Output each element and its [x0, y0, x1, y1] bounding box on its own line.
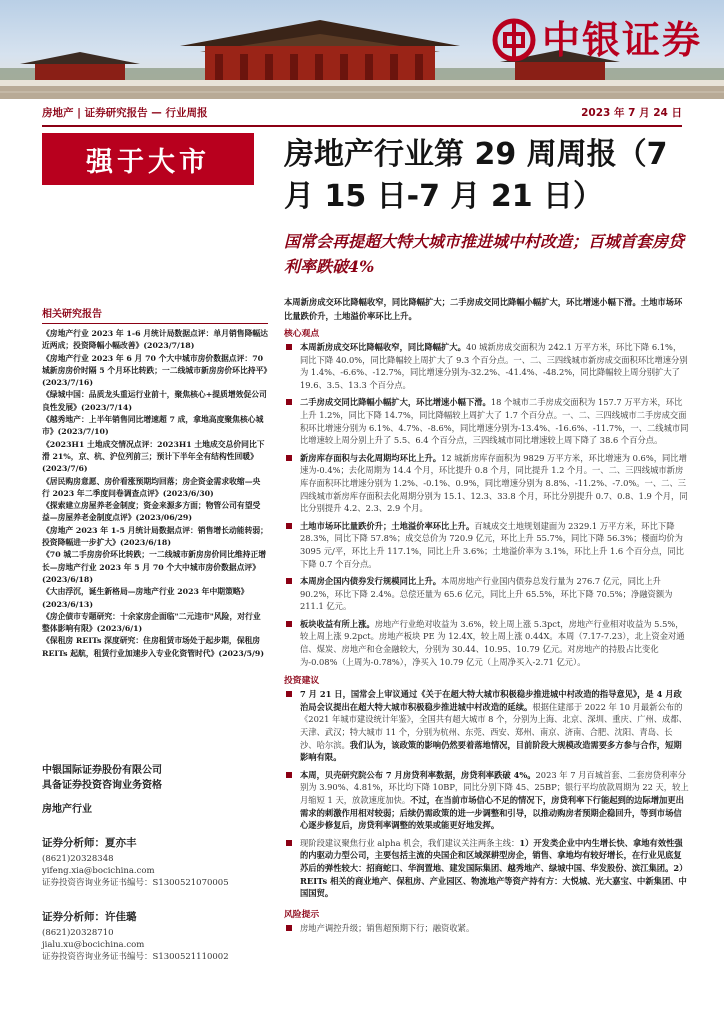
analyst-email[interactable]: yifeng.xia@bocichina.com [42, 866, 155, 876]
bullet-text: 本周房地产行业国内债券总发行量为 276.7 亿元，同比上升 90.2%，环比下降 2.4%。总偿还量为 65.6 亿元，同比上升 65.5%，环比下降 70.5%；净融资额为 211.1 亿元。 [300, 576, 673, 612]
related-report-item[interactable]: 《房地产行业 2023 年 1-6 月统计局数据点评：单月销售降幅达近两成；投资降幅小幅改善》(2023/7/18) [42, 329, 268, 351]
bullet-square-icon [286, 621, 292, 627]
bullet-square-icon [286, 578, 292, 584]
related-report-item[interactable]: 《绿城中国：品质龙头重运行业前十，聚焦核心+提质增效促公司良性发展》(2023/7/14) [42, 390, 267, 412]
bullet-text: 18 个城市二手房成交面积为 157.7 万平方米，环比上升 1.2%，同比下降 14.7%，同比降幅较上周扩大了 1.7 个百分点。一、二、三四线城市二手房成交面积环比增速分别为 6.1%、4.7%、-8.6%，同比增速分别为-13.4%、-16.6%、-11.7%，一、二线城市同比增速较上周分别上升了 5.5、6.4 个百分点，三四线城市同比增速较上周下降了 38.6 个百分点。 [300, 397, 689, 446]
related-report-item[interactable]: 《70 城二手房房价环比转跌；一二线城市新房房价同比维持正增长—房地产行业 2023 年 5 月 70 个大中城市房价数据点评》(2023/6/18) [42, 550, 267, 584]
industry-label: 房地产行业 [42, 804, 92, 815]
header-banner [0, 0, 724, 99]
report-date: 2023 年 7 月 24 日 [581, 106, 682, 119]
report-title: 房地产行业第 29 周周报（7 月 15 日-7 月 21 日） [284, 137, 668, 214]
report-subtitle: 国常会再提超大特大城市推进城中村改造；百城首套房贷利率跌破4% [284, 232, 685, 276]
category-bar [42, 99, 682, 127]
bullet-bold-text: 1）开发类企业中内生增长快、拿地有效性强的内驱动力型公司，主要包括主流的央国企和区域深耕型房企，销售、拿地均有较好增长，在行业见底复苏后的弹性较大：招商蛇口、华润置地、建发国际集团、越秀地产、绿城中国、华发股份、滨江集团。2）REITs 相关的商业地产、保租房、产业园区、物流地产等资产持有方：大悦城、光大嘉宝、中新集团、中国国贸。 [300, 837, 688, 899]
analyst-name: 证券分析师：夏亦丰 [42, 837, 137, 849]
boc-logo-icon [492, 18, 536, 62]
bullet-bold-text: 本周新房成交环比降幅收窄，同比降幅扩大。 [300, 342, 466, 352]
bullet-bold-text: 7 月 21 日，国常会上审议通过《关于在超大特大城市积极稳步推进城中村改造的指导意见》，是 4 月政治局会议提出在超大特大城市积极稳步推进城中村改造的延续。 [300, 689, 682, 712]
related-report-item[interactable]: 《房地产 2023 年 1-5 月统计局数据点评：销售增长动能转弱；投资降幅进一步扩大》(2023/6/18) [42, 525, 268, 548]
bullet-bold-text: 土地市场环比量跌价升；土地溢价率环比上升。 [300, 520, 475, 531]
related-report-item[interactable]: 《保租房 REITs 深度研究：住房租赁市场处于起步期，保租房 REITs 起航，租赁行业加速步入专业化资管时代》(2023/5/9) [42, 636, 265, 658]
core-views-heading: 核心观点 [284, 329, 320, 339]
company-qualification: 具备证券投资咨询业务资格 [42, 780, 162, 791]
analyst-phone: (8621)20328710 [42, 928, 114, 938]
left-sidebar [42, 305, 268, 660]
bullet-text: 2023 年 7 月百城首套、二套房贷利率分别为 3.90%、4.81%，环比均下降 10BP，同比分别下降 45、25BP；银行平均放款周期为 22 天，较上月缩短 1 天，放款速度加快。 [300, 769, 689, 805]
bullet-bold-text: 新房库存面积与去化周期均环比上升。 [300, 452, 442, 463]
investment-advice-list [284, 688, 689, 900]
brand-logo [492, 18, 702, 62]
bullet-text: 40 城新房成交面积为 242.1 万平方米，环比下降 6.1%，同比下降 40.0%，同比降幅较上周扩大了 9.3 个百分点。一、二、三四线城市新房成交面积环比增速分别为 1.4%、-6.6%、-12.7%，同比增速分别为-32.2%、-41.4%、-48.2%，同比降幅较上周分别扩大了 19.6、3.5、13.3 个百分点。 [300, 342, 688, 390]
lead-summary: 本周新房成交环比降幅收窄，同比降幅扩大；二手房成交同比降幅小幅扩大，环比增速小幅下滑。土地市场环比量跌价升，土地溢价率环比上升。 [284, 297, 683, 321]
core-view-item [284, 520, 689, 570]
bullet-bold-text: 我们认为，该政策的影响仍然要着落地情况，目前阶段大规模改造需要多方参与合作，短期影响有限。 [300, 739, 682, 763]
related-reports-list [42, 328, 268, 660]
bullet-text: 百城成交土地规划建面为 2329.1 万平方米，环比下降 28.3%，同比下降 57.8%；成交总价为 720.9 亿元，环比上升 55.7%，同比下降 56.3%；楼面均价为 3095 元/平，环比上升 117.1%，同比上升 3.6%；土地溢价率为 3.1%，环比上升 1.6 个百分点，同比下降 0.7 个百分点。 [300, 520, 684, 569]
related-report-item[interactable]: 《越秀地产：上半年销售同比增速超 7 成，拿地高度聚焦核心城市》(2023/7/10) [42, 415, 264, 437]
core-views-list [284, 341, 689, 668]
bullet-square-icon [286, 772, 292, 778]
bullet-square-icon [286, 691, 292, 697]
related-report-item[interactable]: 《房地产行业 2023 年 6 月 70 个大中城市房价数据点评：70 城新房房价时隔 5 个月环比转跌；一二线城市新房房价环比持平》(2023/7/16) [42, 353, 268, 388]
rating-badge: 强于大市 [42, 133, 254, 185]
core-view-item [284, 396, 689, 446]
core-view-item [284, 452, 689, 515]
bullet-square-icon [286, 344, 292, 350]
core-view-item [284, 575, 689, 613]
bullet-text: 房地产行业绝对收益为 3.6%，较上周上涨 5.3pct，房地产行业相对收益为 5.5%，较上周上涨 9.2pct。房地产板块 PE 为 12.4X，较上周上涨 0.44X。本周（7.17-7.23），北上资金对通信、煤炭、房地产和仓金融较大，分别为 30.44、10.95、10.79 亿元。对房地产的持股占比变化为-0.08%（上周为-0.78%），净买入 10.79 亿元（上周净买入-2.71 亿元）。 [300, 618, 685, 667]
related-report-item[interactable]: 《大由浮沉，诞生新格局—房地产行业 2023 年中期策略》(2023/6/13) [42, 587, 249, 609]
investment-advice-heading: 投资建议 [284, 676, 320, 687]
analyst-block [42, 909, 268, 963]
core-view-item [284, 341, 689, 391]
bullet-square-icon [286, 925, 292, 931]
analyst-name: 证券分析师：许佳璐 [42, 911, 137, 923]
bullet-bold-text: 本周房企国内债券发行规模同比上升。 [300, 576, 442, 587]
investment-advice-item [284, 688, 689, 764]
company-info [42, 763, 268, 963]
investment-advice-item [284, 837, 689, 900]
investment-advice-item [284, 769, 689, 832]
risk-text: 房地产调控升级；销售超预期下行；融资收紧。 [300, 922, 475, 933]
related-report-item[interactable]: 《探索建立房屋养老金制度；资金来源多方面；物管公司有望受益—房屋养老金制度点评》(2023/06/29) [42, 501, 261, 523]
bullet-text: 根据住建部于 2022 年 10 月最新公布的《2021 年城市建设统计年鉴》，全国共有超大城市 8 个，分别为上海、北京、深圳、重庆、广州、成都、天津、武汉；特大城市 11 个，分别为杭州、东莞、西安、郑州、南京、济南、合肥、沈阳、青岛、长沙、哈尔滨。 [300, 701, 687, 750]
related-reports-heading: 相关研究报告 [42, 305, 268, 324]
analyst-cert: 证券投资咨询业务证书编号：S1300521110002 [42, 952, 229, 962]
analyst-phone: (8621)20328348 [42, 854, 114, 864]
analyst-block [42, 835, 268, 889]
bullet-square-icon [286, 455, 292, 461]
report-category: 房地产 | 证券研究报告 — 行业周报 [42, 106, 208, 119]
analyst-cert: 证券投资咨询业务证书编号：S1300521070005 [42, 878, 229, 888]
core-view-item [284, 618, 689, 668]
main-content [284, 296, 689, 939]
related-report-item[interactable]: 《居民购房意愿、房价看涨预期均回落；房企资金需求收缩—央行 2023 年二季度问卷调查点评》(2023/6/30) [42, 476, 261, 498]
bullet-square-icon [286, 840, 292, 846]
risk-heading: 风险提示 [284, 909, 320, 920]
bullet-bold-text: 不过，在当前市场信心不足的情况下，房贷利率下行能起到的边际增加更出需求的刺激作用相对较弱；后续仍需政策的进一步调整和引导，以推动购房者预期企稳回升，等到市场信心逐步修复后，房贷利率调整的效果或能更好地发挥。 [300, 795, 684, 831]
analyst-email[interactable]: jialu.xu@bocichina.com [42, 940, 145, 950]
bullet-bold-text: 板块收益有所上涨。 [300, 618, 375, 629]
logo-text: 中银证券 [541, 18, 702, 62]
bullet-text: 12 城新房库存面积为 9829 万平方米，环比增速为 0.6%，同比增速为-0.4%；去化周期为 14.4 个月，环比提升 0.8 个月，同比提升 1.2 个月。一、二、三四线城市新房库存面积环比增速分别为 1.2%、-0.1%、0.9%，同比增速分别为 8.8%、-11.2%、-7.0%。一、二、三四线城市新房库存面积去化周期分别为 15.1、12.3、33.8 个月，环比分别提升 0.7、0.8、1.9 个月，同比分别提升 4.2、2.3、2.9 个月。 [300, 452, 688, 514]
bullet-square-icon [286, 399, 292, 405]
bullet-square-icon [286, 523, 292, 529]
risk-item [284, 922, 689, 935]
company-name: 中银国际证券股份有限公司 [42, 765, 162, 776]
bullet-bold-text: 本周，贝壳研究院公布 7 月房贷利率数据，房贷利率跌破 4%。 [300, 769, 536, 780]
bullet-text: 现阶段建议聚焦行业 alpha 机会，我们建议关注两条主线： [300, 837, 520, 848]
related-report-item[interactable]: 《2023H1 土地成交情况点评：2023H1 土地成交总价同比下滑 21%，京、杭、沪位列前三；预计下半年全有结构性回暖》(2023/7/6) [42, 439, 265, 474]
bullet-bold-text: 二手房成交同比降幅小幅扩大，环比增速小幅下滑。 [300, 397, 491, 408]
related-report-item[interactable]: 《房企债市专题研究：十余家房企面临"二元违市"风险，对行业整体影响有限》(2023/6/1) [42, 611, 261, 634]
